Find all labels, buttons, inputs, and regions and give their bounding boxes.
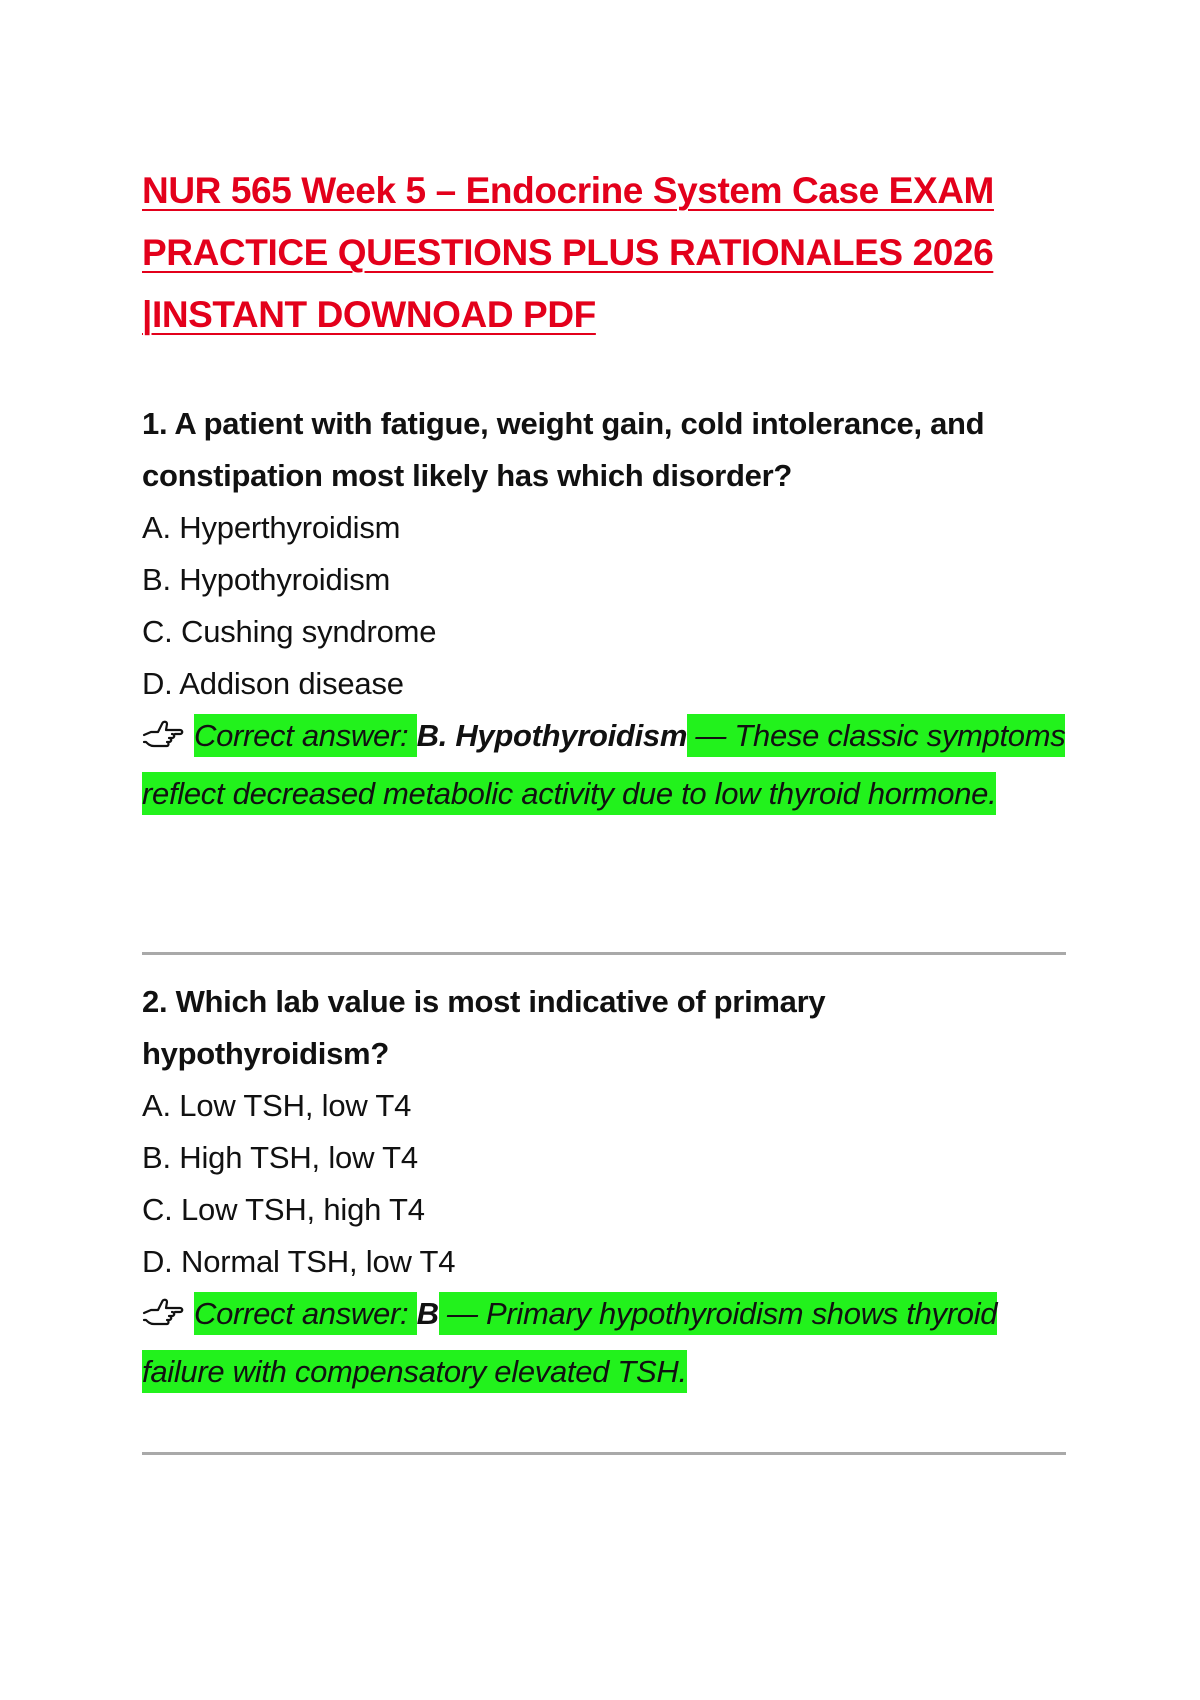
option-b: B. High TSH, low T4 bbox=[142, 1140, 418, 1175]
option-d: D. Normal TSH, low T4 bbox=[142, 1244, 456, 1279]
answer-letter: B bbox=[416, 1296, 439, 1331]
answer-prefix: Correct answer: bbox=[194, 714, 417, 757]
answer-prefix: Correct answer: bbox=[194, 1292, 417, 1335]
answer-options bbox=[142, 502, 1072, 710]
pointing-hand-icon bbox=[142, 1294, 186, 1346]
option-b: B. Hypothyroidism bbox=[142, 562, 391, 597]
option-a: A. Low TSH, low T4 bbox=[142, 1088, 412, 1123]
divider-1 bbox=[142, 952, 1066, 955]
document-title: NUR 565 Week 5 – Endocrine System Case EXAM PRACTICE QUESTIONS PLUS RATIONALES 2026 |INSTANT DOWNOAD PDF bbox=[142, 170, 994, 335]
pointing-hand-icon bbox=[142, 716, 186, 768]
answer-letter: B. Hypothyroidism bbox=[416, 718, 688, 753]
answer-rationale: — These classic symptoms reflect decreased metabolic activity due to low thyroid hormone. bbox=[142, 714, 1065, 815]
option-c: C. Low TSH, high T4 bbox=[142, 1192, 425, 1227]
correct-answer bbox=[142, 1288, 1072, 1398]
question-1 bbox=[142, 398, 1072, 820]
divider-2 bbox=[142, 1452, 1066, 1455]
correct-answer bbox=[142, 710, 1072, 820]
question-stem: 2. Which lab value is most indicative of primary hypothyroidism? bbox=[142, 984, 826, 1071]
answer-options bbox=[142, 1080, 1072, 1288]
option-d: D. Addison disease bbox=[142, 666, 404, 701]
option-c: C. Cushing syndrome bbox=[142, 614, 437, 649]
question-stem: 1. A patient with fatigue, weight gain, cold intolerance, and constipation most likely has which disorder? bbox=[142, 406, 985, 493]
option-a: A. Hyperthyroidism bbox=[142, 510, 401, 545]
question-2 bbox=[142, 976, 1072, 1398]
answer-rationale: — Primary hypothyroidism shows thyroid failure with compensatory elevated TSH. bbox=[142, 1292, 997, 1393]
